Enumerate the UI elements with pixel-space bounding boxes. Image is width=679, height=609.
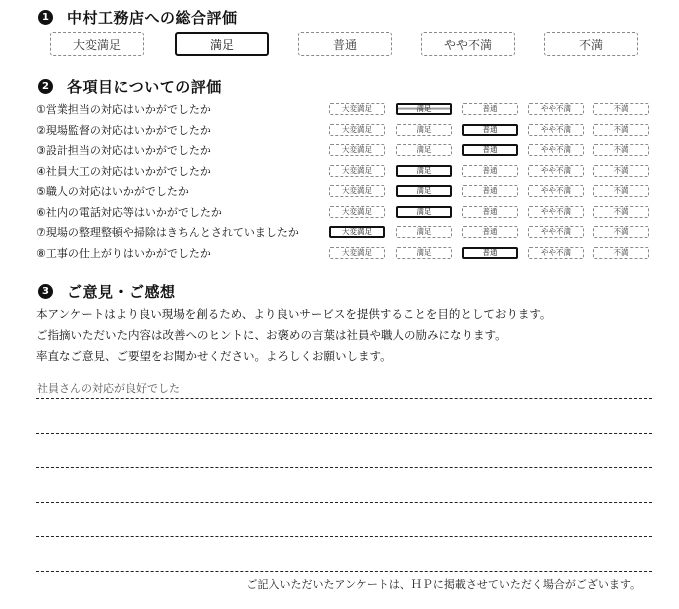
section1-number: 1 [38,10,53,25]
question-label: ④社員大工の対応はいかがでしたか [36,165,211,178]
rating-option[interactable]: 不満 [593,185,649,197]
overall-option-5[interactable]: 不満 [544,32,638,56]
section2-number: 2 [38,79,53,94]
rating-option[interactable]: やや不満 [528,206,584,218]
question-label: ⑧工事の仕上がりはいかがでしたか [36,247,211,260]
rating-option[interactable]: 普通 [462,103,518,115]
rating-option[interactable]: やや不満 [528,185,584,197]
rating-option[interactable]: 不満 [593,124,649,136]
comment-line [36,536,652,537]
rating-option[interactable]: 普通 [462,165,518,177]
rating-option[interactable]: 普通 [462,206,518,218]
rating-option[interactable]: 大変満足 [329,247,385,259]
overall-option-1[interactable]: 大変満足 [50,32,144,56]
rating-option[interactable]: 大変満足 [329,165,385,177]
rating-option[interactable]: やや不満 [528,124,584,136]
intro-paragraph-1: 本アンケートはより良い現場を創るため、より良いサービスを提供することを目的としております。 [36,307,552,321]
comment-line [36,433,652,434]
rating-option[interactable]: 満足 [396,165,452,177]
question-label: ②現場監督の対応はいかがでしたか [36,124,211,137]
comment-line [36,398,652,399]
rating-option[interactable]: 大変満足 [329,103,385,115]
rating-option[interactable]: 満足 [396,185,452,197]
section1-title: 中村工務店への総合評価 [67,9,238,27]
rating-option[interactable]: 不満 [593,226,649,238]
rating-option[interactable]: 満足 [396,226,452,238]
intro-paragraph-3: 率直なご意見、ご要望をお聞かせください。よろしくお願いします。 [36,349,392,363]
rating-option[interactable]: 大変満足 [329,206,385,218]
intro-paragraph-2: ご指摘いただいた内容は改善へのヒントに、お褒めの言葉は社員や職人の励みになります。 [36,328,507,342]
rating-option[interactable]: やや不満 [528,144,584,156]
rating-option[interactable]: 不満 [593,144,649,156]
overall-option-3[interactable]: 普通 [298,32,392,56]
rating-option[interactable]: 大変満足 [329,226,385,238]
comment-line [36,502,652,503]
rating-option[interactable]: 普通 [462,226,518,238]
handwritten-response: 社員さんの対応が良好でした [37,382,180,395]
section2-title: 各項目についての評価 [67,78,222,96]
rating-option[interactable]: 大変満足 [329,124,385,136]
comment-line [36,571,652,572]
rating-option[interactable]: 大変満足 [329,185,385,197]
rating-option[interactable]: 普通 [462,247,518,259]
question-label: ①営業担当の対応はいかがでしたか [36,103,211,116]
rating-option[interactable]: 普通 [462,185,518,197]
rating-option[interactable]: 不満 [593,247,649,259]
rating-option[interactable]: 不満 [593,165,649,177]
question-label: ③設計担当の対応はいかがでしたか [36,144,211,157]
overall-option-2[interactable]: 満足 [175,32,269,56]
rating-option[interactable]: やや不満 [528,165,584,177]
rating-option[interactable]: 満足 [396,144,452,156]
section3-title: ご意見・ご感想 [67,283,176,301]
rating-option[interactable]: やや不満 [528,247,584,259]
section3-heading [38,281,176,302]
rating-option[interactable]: 普通 [462,124,518,136]
comment-line [36,467,652,468]
question-label: ⑤職人の対応はいかがでしたか [36,185,189,198]
section2-heading [38,76,222,97]
section1-heading [38,7,238,28]
rating-option[interactable]: 不満 [593,206,649,218]
question-label: ⑦現場の整理整頓や掃除はきちんとされていましたか [36,226,299,239]
footer-note: ご記入いただいたアンケートは、ＨＰに掲載させていただく場合がございます。 [246,578,641,591]
rating-option[interactable]: 満足 [396,124,452,136]
section3-number: 3 [38,284,53,299]
rating-option[interactable]: 満足 [396,103,452,115]
rating-option[interactable]: 不満 [593,103,649,115]
rating-option[interactable]: 満足 [396,247,452,259]
rating-option[interactable]: やや不満 [528,103,584,115]
question-label: ⑥社内の電話対応等はいかがでしたか [36,206,222,219]
rating-option[interactable]: 普通 [462,144,518,156]
overall-option-4[interactable]: やや不満 [421,32,515,56]
rating-option[interactable]: 大変満足 [329,144,385,156]
rating-option[interactable]: やや不満 [528,226,584,238]
rating-option[interactable]: 満足 [396,206,452,218]
